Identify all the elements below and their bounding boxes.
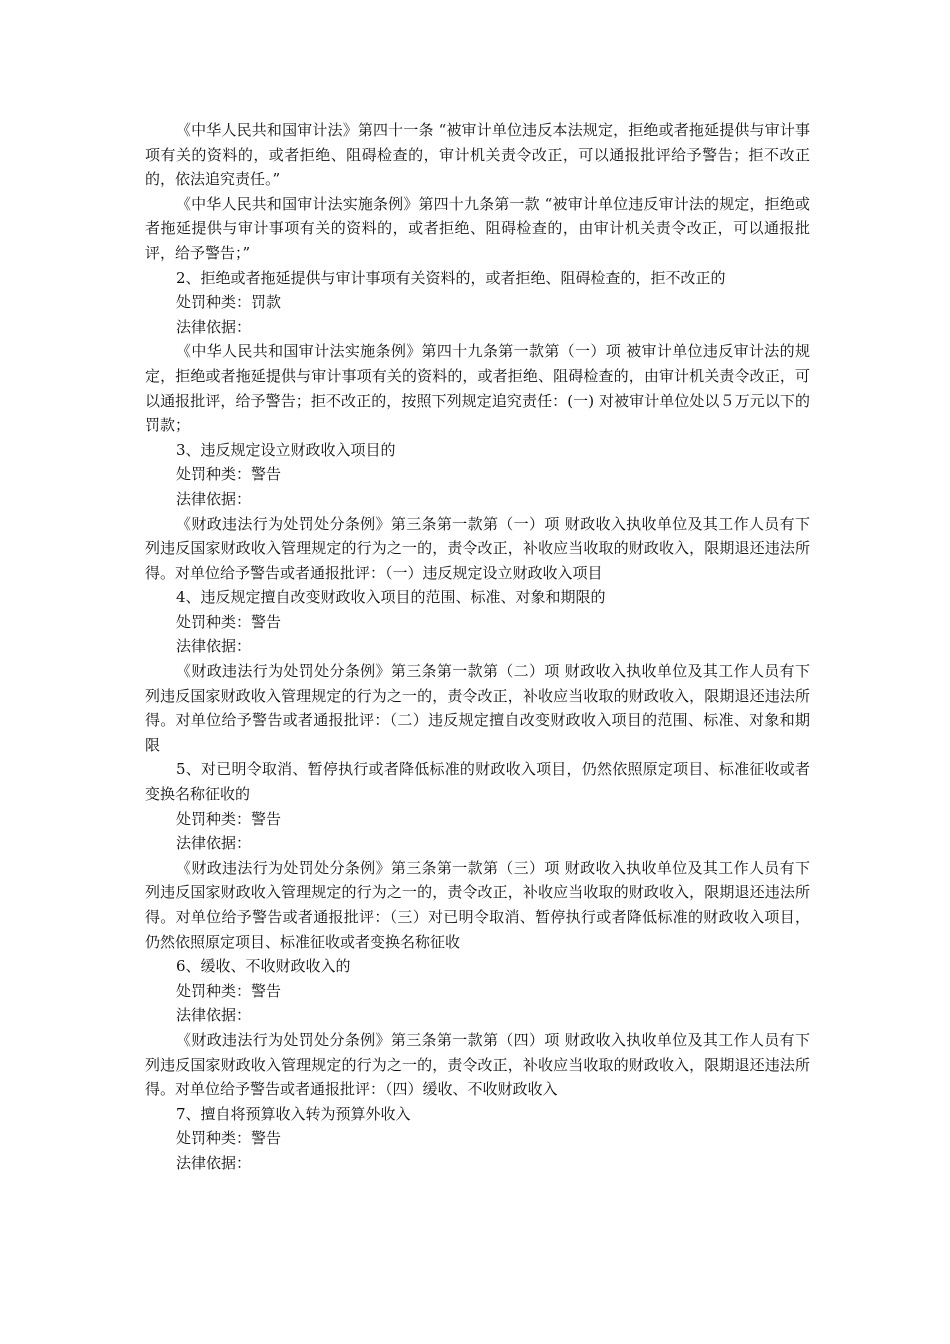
item-4-penalty-type: 处罚种类：警告: [176, 612, 282, 631]
item-5-heading: 5、对已明令取消、暂停执行或者降低标准的财政收入项目，仍然依照原定项目、标准征收或者变换名称征收的: [145, 760, 810, 804]
item-3-penalty-type: 处罚种类：警告: [176, 465, 282, 484]
item-5-legal-basis-label: 法律依据：: [176, 834, 252, 853]
item-4-heading: 4、违反规定擅自改变财政收入项目的范围、标准、对象和期限的: [176, 588, 606, 607]
item-4-legal-basis-text: 《财政违法行为处罚处分条例》第三条第一款第（二）项 财政收入执收单位及其工作人员有下列违反国家财政收入管理规定的行为之一的，责令改正，补收应当收取的财政收入，限期退还违法所得。对单位给予警告或者通报批评：（二）违反规定擅自改变财政收入项目的范围、标准、对象和期限: [145, 662, 810, 754]
item-5-legal-basis-text: 《财政违法行为处罚处分条例》第三条第一款第（三）项 财政收入执收单位及其工作人员有下列违反国家财政收入管理规定的行为之一的，责令改正，补收应当收取的财政收入，限期退还违法所得。对单位给予警告或者通报批评：（三）对已明令取消、暂停执行或者降低标准的财政收入项目，仍然依照原定项目、标准征收或者变换名称征收: [145, 858, 810, 951]
item-2-penalty-type: 处罚种类：罚款: [176, 293, 282, 312]
item-7-penalty-type: 处罚种类：警告: [176, 1129, 282, 1148]
item-3-legal-basis-label: 法律依据：: [176, 489, 252, 508]
document-page: [145, 118, 810, 1176]
item-6-legal-basis-text: 《财政违法行为处罚处分条例》第三条第一款第（四）项 财政收入执收单位及其工作人员有下列违反国家财政收入管理规定的行为之一的，责令改正，补收应当收取的财政收入，限期退还违法所得。对单位给予警告或者通报批评：（四）缓收、不收财政收入: [145, 1030, 810, 1099]
audit-law-article-41: 《中华人民共和国审计法》第四十一条 “被审计单位违反本法规定，拒绝或者拖延提供与审计事项有关的资料的，或者拒绝、阻碍检查的，审计机关责令改正，可以通报批评给予警告；拒不改正的，依法追究责任。”: [145, 121, 810, 189]
audit-regulation-article-49: 《中华人民共和国审计法实施条例》第四十九条第一款 “被审计单位违反审计法的规定，拒绝或者拖延提供与审计事项有关的资料的，或者拒绝、阻碍检查的，由审计机关责令改正，可以通报批评，给予警告；”: [145, 194, 810, 262]
item-7-heading: 7、擅自将预算收入转为预算外收入: [176, 1104, 411, 1123]
item-2-legal-basis-label: 法律依据：: [176, 317, 252, 336]
item-3-legal-basis-text: 《财政违法行为处罚处分条例》第三条第一款第（一）项 财政收入执收单位及其工作人员有下列违反国家财政收入管理规定的行为之一的，责令改正，补收应当收取的财政收入，限期退还违法所得。对单位给予警告或者通报批评：（一）违反规定设立财政收入项目: [145, 514, 810, 582]
item-7-legal-basis-label: 法律依据：: [176, 1153, 252, 1172]
item-5-penalty-type: 处罚种类：警告: [176, 809, 282, 828]
item-6-legal-basis-label: 法律依据：: [176, 1006, 252, 1025]
item-6-penalty-type: 处罚种类：警告: [176, 981, 282, 1000]
item-2-heading: 2、拒绝或者拖延提供与审计事项有关资料的，或者拒绝、阻碍检查的，拒不改正的: [176, 268, 726, 287]
item-2-legal-basis-text: 《中华人民共和国审计法实施条例》第四十九条第一款第（一）项 被审计单位违反审计法的规定，拒绝或者拖延提供与审计事项有关的资料的，或者拒绝、阻碍检查的，由审计机关责令改正，可以通报批评，给予警告；拒不改正的，按照下列规定追究责任：(一) 对被审计单位处以５万元以下的罚款；: [145, 342, 810, 435]
item-6-heading: 6、缓收、不收财政收入的: [176, 957, 351, 976]
item-3-heading: 3、违反规定设立财政收入项目的: [176, 440, 396, 459]
item-4-legal-basis-label: 法律依据：: [176, 637, 252, 656]
